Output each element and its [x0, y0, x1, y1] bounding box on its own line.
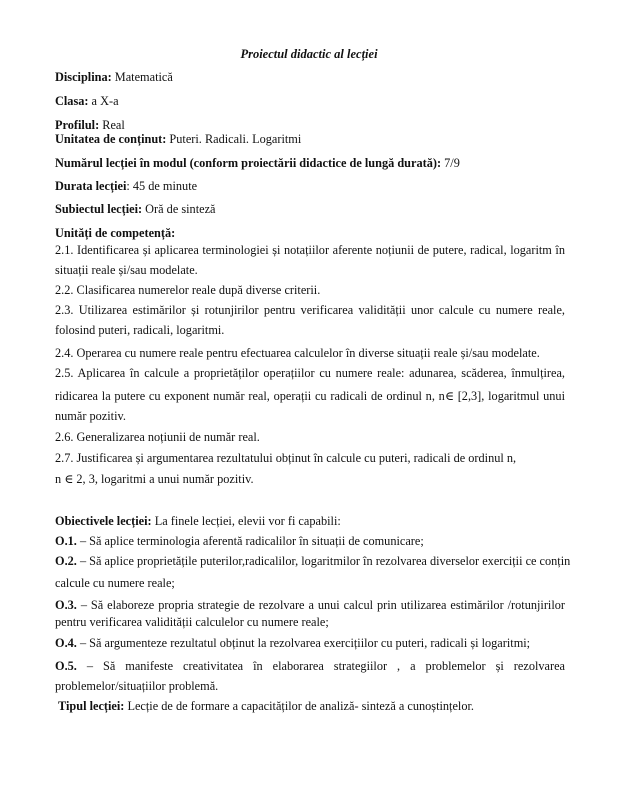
objective-o2-line-1: O.2. – Să aplice proprietățile puterilor,radicalilor, logaritmilor în rezolvarea diverselor exerciții ce conțin [55, 554, 571, 568]
info-discipline: Disciplina: Matematică [55, 70, 173, 84]
competence-2-6: 2.6. Generalizarea noțiunii de număr real. [55, 430, 260, 444]
competence-2-5-line-3: număr pozitiv. [55, 409, 126, 423]
objective-o2-line-2: calcule cu numere reale; [55, 576, 175, 590]
competence-2-2: 2.2. Clasificarea numerelor reale după diverse criterii. [55, 283, 321, 297]
competence-2-1-line-2: situații reale și/sau modelate. [55, 263, 198, 277]
competence-2-5-line-2: ridicarea la putere cu exponent număr real, operații cu radicali de ordinul n, n∈ [2,3], logaritmul unui [55, 389, 565, 403]
info-subject: Subiectul lecției: Oră de sinteză [55, 202, 216, 216]
lesson-type: Tipul lecției: Lecție de de formare a capacităților de analiză- sinteză a cunoștințelor. [58, 699, 474, 713]
info-lesson-number: Numărul lecției în modul (conform proiectării didactice de lungă durată): 7/9 [55, 156, 460, 170]
objective-o4: O.4. – Să argumenteze rezultatul obținut la rezolvarea exercițiilor cu puteri, radicali și logaritmi; [55, 636, 531, 650]
document-title: Proiectul didactic al lecției [240, 47, 378, 61]
info-competences-heading: Unități de competență: [55, 226, 176, 240]
competence-2-3-line-1: 2.3. Utilizarea estimărilor și rotunjirilor pentru verificarea validității unor calcule cu numere reale, [55, 303, 565, 317]
competence-2-1-line-1: 2.1. Identificarea și aplicarea terminologiei și notațiilor aferente noțiunii de putere, radical, logaritm în [55, 243, 565, 257]
info-profile: Profilul: Real [55, 118, 125, 132]
objective-o3-line-1: O.3. – Să elaboreze propria strategie de rezolvare a unui calcul prin utilizarea estimărilor /rotunjirilor [55, 598, 565, 612]
competence-2-3-line-2: folosind puteri, radicali, logaritmi. [55, 323, 225, 337]
objective-o3-line-2: pentru verificarea validității calculelor cu numere reale; [55, 615, 329, 629]
objectives-heading: Obiectivele lecției: La finele lecției, elevii vor fi capabili: [55, 514, 341, 528]
objective-o5-line-2: problemelor/situațiilor problemă. [55, 679, 219, 693]
competence-2-5-line-1: 2.5. Aplicarea în calcule a proprietăților operațiilor cu numere reale: adunarea, scăderea, înmulțirea, [55, 366, 565, 380]
objective-o5-line-1: O.5. – Să manifeste creativitatea în elaborarea strategiilor , a problemelor și rezolvarea [55, 659, 565, 673]
competence-2-7-line-2: n ∈ 2, 3, logaritmi a unui număr pozitiv. [55, 472, 254, 486]
info-class: Clasa: a X-a [55, 94, 119, 108]
competence-2-7-line-1: 2.7. Justificarea și argumentarea rezultatului obținut în calcule cu puteri, radicali de ordinul n, [55, 451, 517, 465]
objective-o1: O.1. – Să aplice terminologia aferentă radicalilor în situații de comunicare; [55, 534, 424, 548]
competence-2-4: 2.4. Operarea cu numere reale pentru efectuarea calculelor în diverse situații reale și/sau modelate. [55, 346, 540, 360]
info-duration: Durata lecției: 45 de minute [55, 179, 198, 193]
info-content-unit: Unitatea de conținut: Puteri. Radicali. Logaritmi [55, 132, 302, 146]
